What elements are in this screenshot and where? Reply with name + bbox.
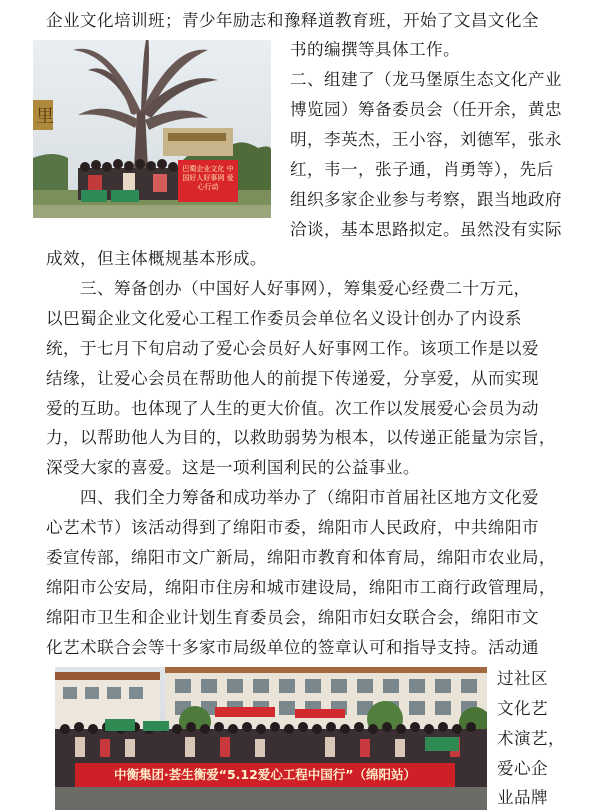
red-banner-caption: 中衡集团·荟生衡爱“5.12爱心工程中国行”（绵阳站） <box>113 767 417 782</box>
red-banner-text: 巴蜀企业文化 中国好人好事网 爱心行动 <box>182 165 234 191</box>
sculpture-scene-illustration <box>33 40 271 218</box>
group-photo-building <box>55 667 487 810</box>
text-line: 化艺术联合会等十多家市局级单位的签章认可和指导支持。活动通 <box>46 638 539 657</box>
text-line: 爱心企 <box>497 759 548 778</box>
text-line: 心艺术节）该活动得到了绵阳市委，绵阳市人民政府，中共绵阳市 <box>46 518 539 537</box>
building-scene-illustration <box>55 667 487 810</box>
text-line: 书的编撰等具体工作。 <box>290 40 460 59</box>
text-line: 文化艺 <box>497 699 548 718</box>
text-line: 业品牌 <box>497 788 548 807</box>
group-photo-sculpture <box>33 40 271 218</box>
text-line: 以巴蜀企业文化爱心工程工作委员会单位名义设计创办了内设系 <box>46 309 522 328</box>
section-heading-4: 四、我们全力筹备和成功举办了（绵阳市首届社区地方文化爱 <box>80 488 539 507</box>
text-line: 爱的互助。也体现了人生的更大价值。次工作以发展爱心会员为动 <box>46 399 539 418</box>
text-line: 绵阳市卫生和企业计划生育委员会，绵阳市妇女联合会，绵阳市文 <box>46 608 539 627</box>
text-line: 力，以帮助他人为目的，以救助弱势为根本，以传递正能量为宗旨， <box>46 428 556 447</box>
text-line: 红，韦一，张子通，肖勇等），先后 <box>290 160 554 179</box>
sign-character: 里 <box>36 106 54 127</box>
section-heading-3: 三、筹备创办（中国好人好事网），筹集爱心经费二十万元， <box>80 279 531 298</box>
text-line: 企业文化培训班；青少年励志和豫释道教育班，开始了文昌文化全 <box>46 11 539 30</box>
section-heading-2: 二、组建了（龙马堡原生态文化产业 <box>290 70 562 89</box>
text-line: 结缘，让爱心会员在帮助他人的前提下传递爱，分享爱，从而实现 <box>46 369 539 388</box>
text-line: 统，于七月下旬启动了爱心会员好人好事网工作。该项工作是以爱 <box>46 339 539 358</box>
text-line: 洽谈，基本思路拟定。虽然没有实际 <box>290 220 562 239</box>
text-line: 博览园）筹备委员会（任开余，黄忠 <box>290 100 562 119</box>
text-line: 过社区 <box>497 669 548 688</box>
text-line: 绵阳市公安局，绵阳市住房和城市建设局，绵阳市工商行政管理局， <box>46 578 556 597</box>
text-line: 委宣传部，绵阳市文广新局，绵阳市教育和体育局，绵阳市农业局， <box>46 548 556 567</box>
text-line: 组织多家企业参与考察，跟当地政府 <box>290 190 562 209</box>
text-line: 术演艺， <box>497 729 565 748</box>
text-line: 明，李英杰，王小容，刘德军，张永 <box>290 130 562 149</box>
text-line: 深受大家的喜爱。这是一项利国利民的公益事业。 <box>46 458 420 477</box>
text-line: 成效，但主体概规基本形成。 <box>46 249 267 268</box>
